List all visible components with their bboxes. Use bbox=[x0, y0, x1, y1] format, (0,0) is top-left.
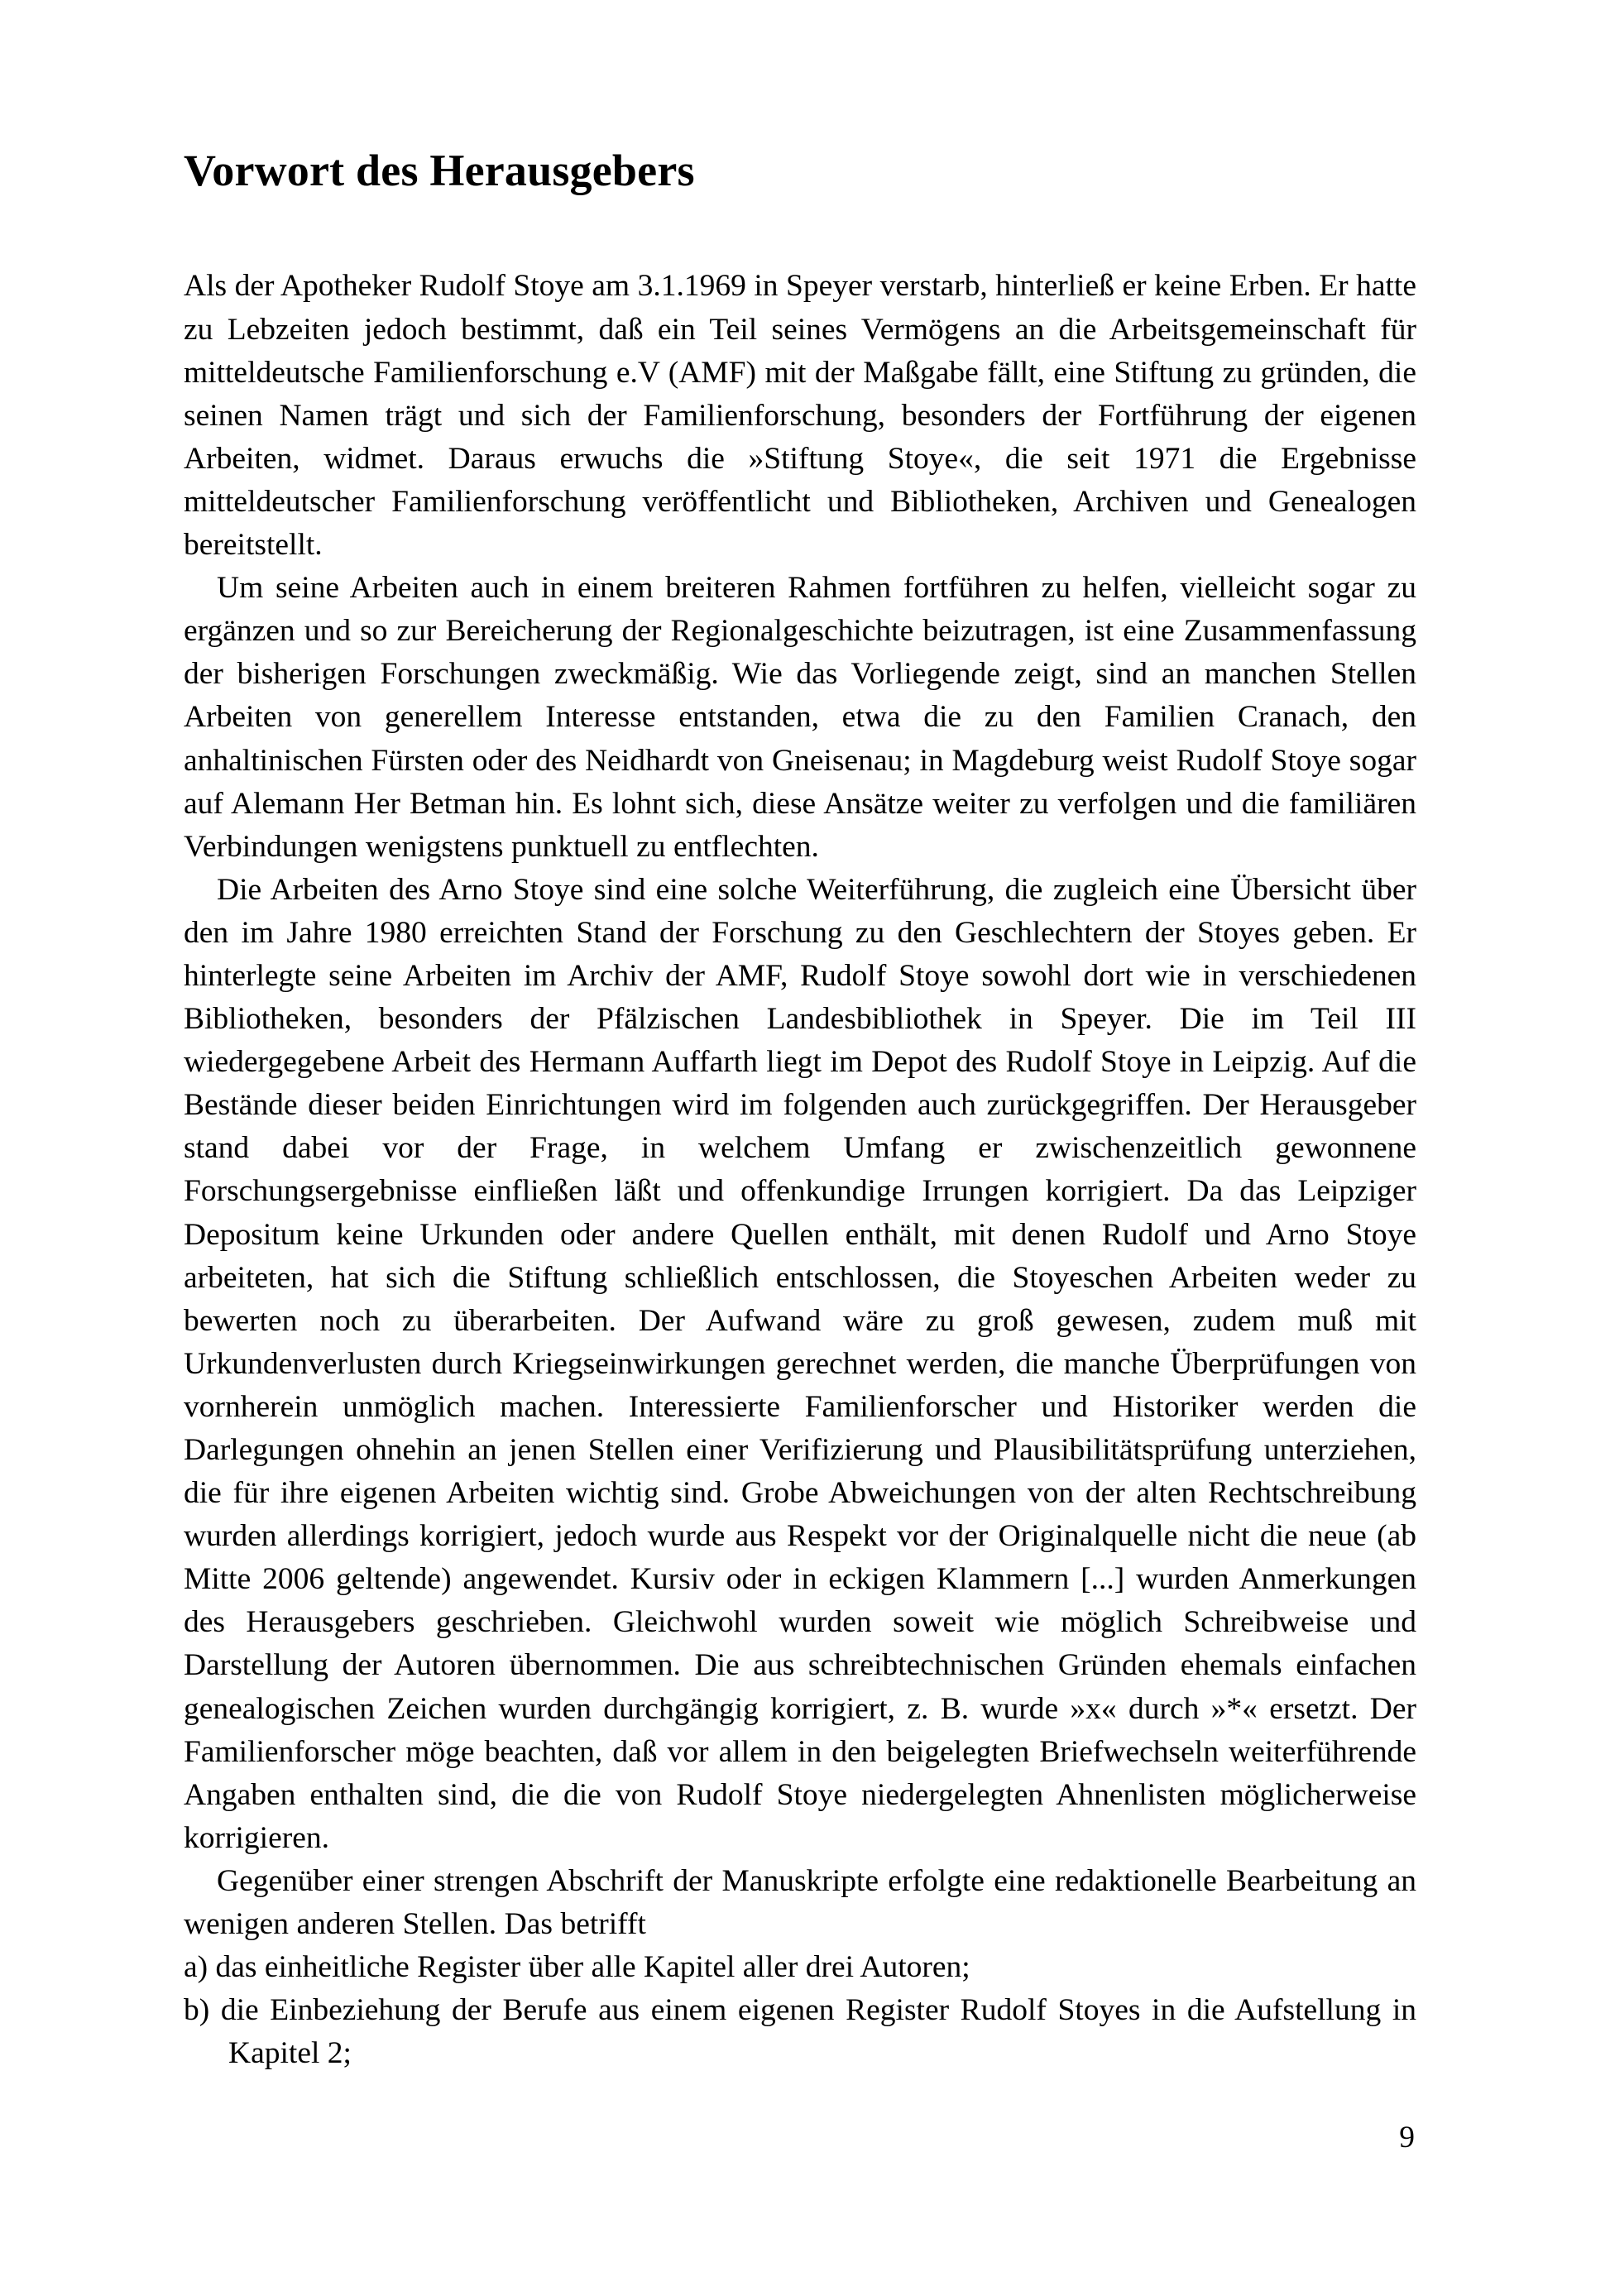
page-title: Vorwort des Herausgebers bbox=[184, 146, 695, 195]
paragraph-2: Um seine Arbeiten auch in einem breiteren Rahmen fortführen zu helfen, vielleicht sogar zu ergänzen und so zur Bereicherung der Regionalgeschichte beizutragen, ist eine Zusammenfassung der bisherigen Forschungen zweckmäßig. Wie das Vorliegende zeigt, sind an manchen Stellen Arbeiten von generellem Interesse entstanden, etwa die zu den Familien Cranach, den anhaltinischen Fürsten oder des Neidhardt von Gneisenau; in Magdeburg weist Rudolf Stoye sogar auf Alemann Her Betman hin. Es lohnt sich, diese Ansätze weiter zu verfolgen und die familiären Verbindungen wenigstens punktuell zu entflechten. bbox=[184, 571, 1416, 864]
paragraph-3: Die Arbeiten des Arno Stoye sind eine solche Weiterführung, die zugleich eine Übersicht über den im Jahre 1980 erreichten Stand der Forschung zu den Geschlechtern der Stoyes geben. Er hinterlegte seine Arbeiten im Archiv der AMF, Rudolf Stoye sowohl dort wie in verschiedenen Bibliotheken, besonders der Pfälzischen Landesbibliothek in Speyer. Die im Teil III wiedergegebene Arbeit des Hermann Auffarth liegt im Depot des Rudolf Stoye in Leipzig. Auf die Bestände dieser beiden Einrichtungen wird im folgenden auch zurückgegriffen. Der Herausgeber stand dabei vor der Frage, in welchem Umfang er zwischenzeitlich gewonnene Forschungsergebnisse einfließen läßt und offenkundige Irrungen korrigiert. Da das Leipziger Depositum keine Urkunden oder andere Quellen enthält, mit denen Rudolf und Arno Stoye arbeiteten, hat sich die Stiftung schließlich entschlossen, die Stoyeschen Arbeiten weder zu bewerten noch zu überarbeiten. Der Aufwand wäre zu groß gewesen, zudem muß mit Urkundenverlusten durch Kriegseinwirkungen gerechnet werden, die manche Überprüfungen von vornherein unmöglich machen. Interessierte Familienforscher und Historiker werden die Darlegungen ohnehin an jenen Stellen einer Verifizierung und Plausibilitätsprüfung unterziehen, die für ihre eigenen Arbeiten wichtig sind. Grobe Abweichungen von der alten Rechtschreibung wurden allerdings korrigiert, jedoch wurde aus Respekt vor der Originalquelle nicht die neue (ab Mitte 2006 geltende) angewendet. Kursiv oder in eckigen Klammern [...] wurden Anmerkungen des Herausgebers geschrieben. Gleichwohl wurden soweit wie möglich Schreibweise und Darstellung der Autoren übernommen. Die aus schreibtechnischen Gründen ehemals einfachen genealogischen Zeichen wurden durchgängig korrigiert, z. B. wurde »x« durch »*« ersetzt. Der Familienforscher möge beachten, daß vor allem in den beigelegten Briefwechseln weiterführende Angaben enthalten sind, die die von Rudolf Stoye niedergelegten Ahnenlisten möglicherweise korrigieren. bbox=[184, 872, 1416, 1855]
list-item: a) das einheitliche Register über alle Kapitel aller drei Autoren; bbox=[184, 1950, 970, 1985]
paragraph-4: Gegenüber einer strengen Abschrift der Manuskripte erfolgte eine redaktionelle Bearbeitung an wenigen anderen Stellen. Das betrifft bbox=[184, 1863, 1416, 1942]
page-content bbox=[184, 146, 1416, 2075]
paragraph-1: Als der Apotheker Rudolf Stoye am 3.1.1969 in Speyer verstarb, hinterließ er keine Erben. Er hatte zu Lebzeiten jedoch bestimmt, daß ein Teil seines Vermögens an die Arbeitsgemeinschaft für mitteldeutsche Familienforschung e.V (AMF) mit der Maßgabe fällt, eine Stiftung zu gründen, die seinen Namen trägt und sich der Familienforschung, besonders der Fortführung der eigenen Arbeiten, widmet. Daraus erwuchs die »Stiftung Stoye«, die seit 1971 die Ergebnisse mitteldeutscher Familienforschung veröffentlicht und Bibliotheken, Archiven und Genealogen bereitstellt. bbox=[184, 269, 1416, 563]
page-number: 9 bbox=[1399, 2121, 1415, 2155]
list-item: b) die Einbeziehung der Berufe aus einem eigenen Register Rudolf Stoyes in die Aufstellung in Kapitel 2; bbox=[184, 1993, 1416, 2071]
